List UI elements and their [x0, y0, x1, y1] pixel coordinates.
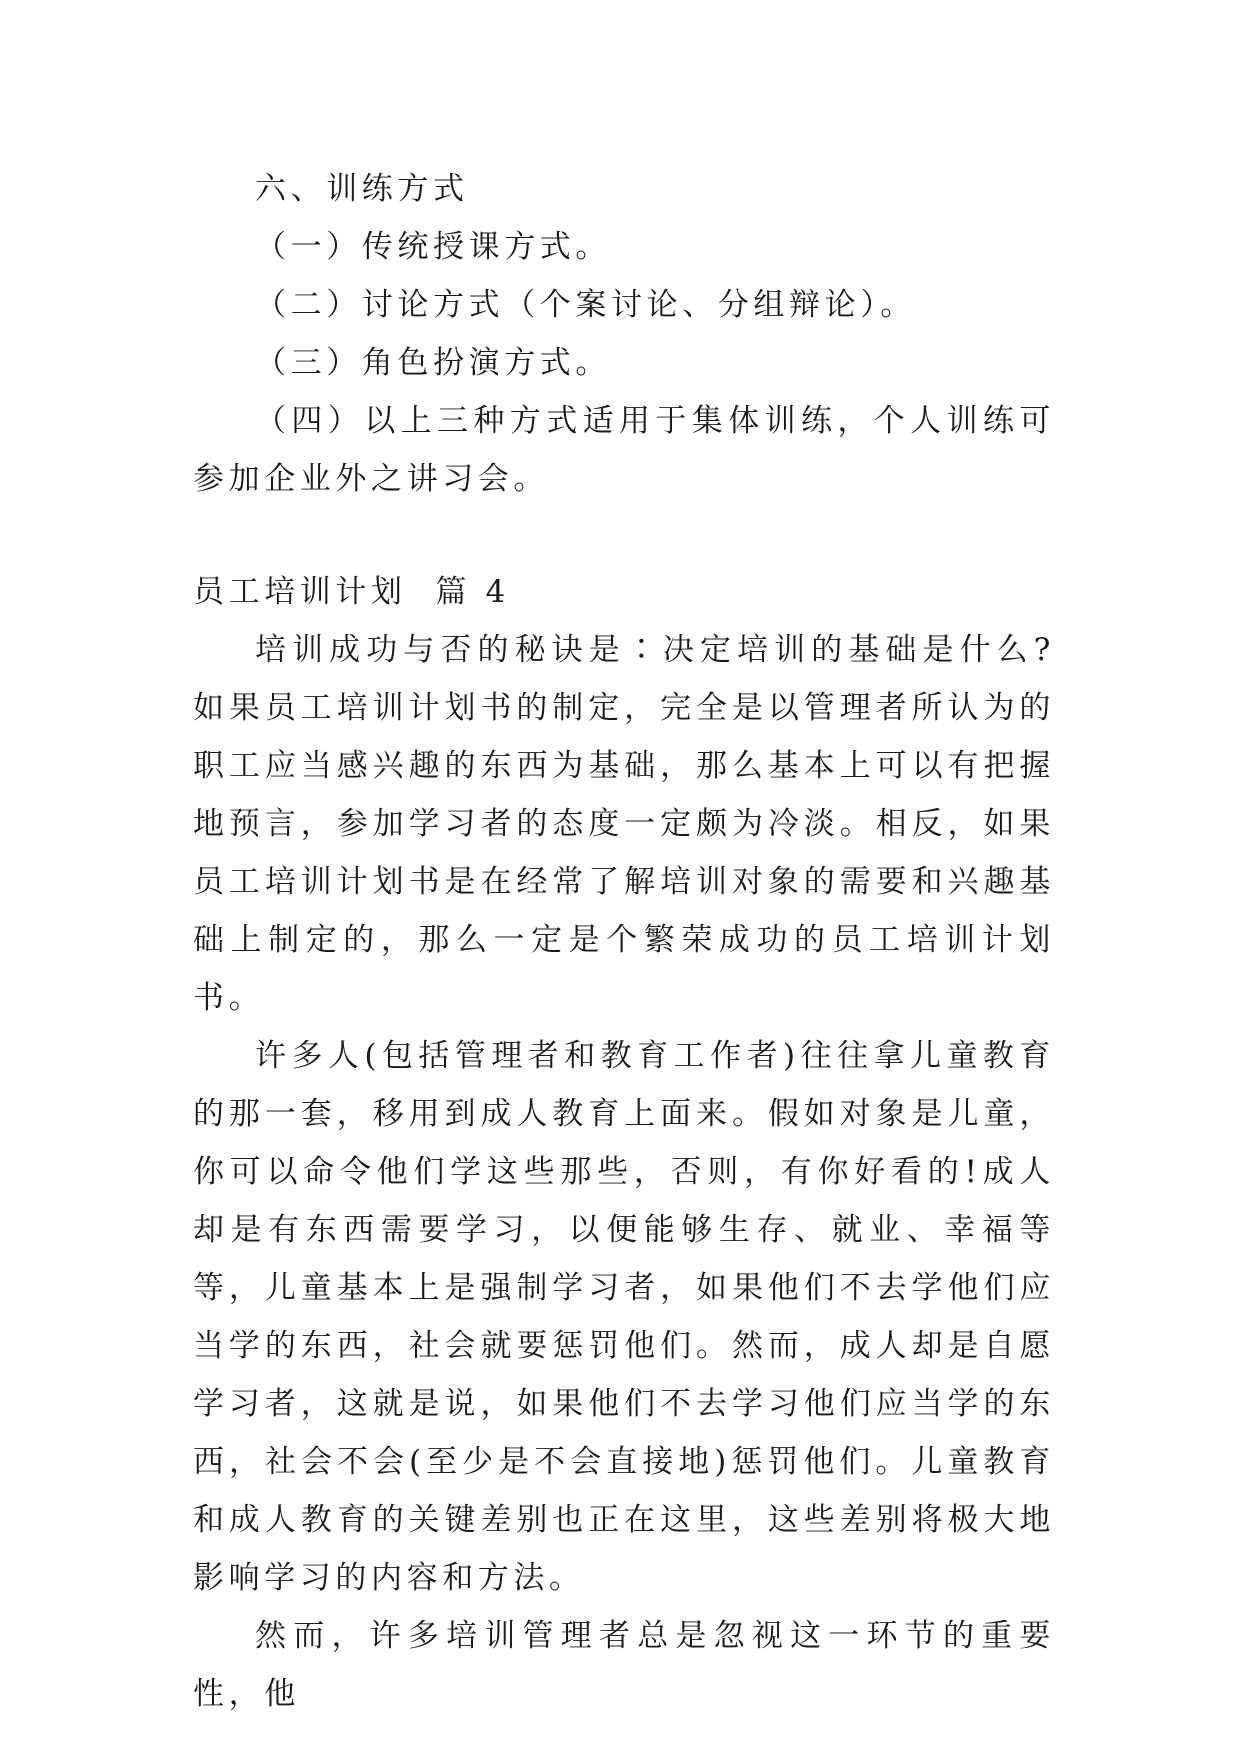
paragraph-3: 然而，许多培训管理者总是忽视这一环节的重要性，他 [193, 1618, 1055, 1712]
method-item-2: （二）讨论方式（个案讨论、分组辩论）。 [255, 287, 916, 323]
method-item-3: （三）角色扮演方式。 [255, 345, 611, 381]
method-item-4: （四）以上三种方式适用于集体训练，个人训练可参加企业外之讲习会。 [193, 403, 1055, 497]
paragraph-1: 培训成功与否的秘诀是∶决定培训的基础是什么?如果员工培训计划书的制定，完全是以管理者所认为的职工应当感兴趣的东西为基础，那么基本上可以有把握地预言，参加学习者的态度一定颇为冷淡。相反，如果员工培训计划书是在经常了解培训对象的需要和兴趣基础上制定的，那么一定是个繁荣成功的员工培训计划书。 [193, 632, 1055, 1016]
method-item-1: （一）传统授课方式。 [255, 229, 611, 265]
training-methods-section [193, 160, 1055, 508]
section-heading: 六、训练方式 [255, 171, 469, 207]
section-title: 员工培训计划 篇 4 [193, 574, 510, 610]
paragraph-2: 许多人(包括管理者和教育工作者)往往拿儿童教育的那一套，移用到成人教育上面来。假如对象是儿童，你可以命令他们学这些那些，否则，有你好看的!成人却是有东西需要学习，以便能够生存、就业、幸福等等，儿童基本上是强制学习者，如果他们不去学他们应当学的东西，社会就要惩罚他们。然而，成人却是自愿学习者，这就是说，如果他们不去学习他们应当学的东西，社会不会(至少是不会直接地)惩罚他们。儿童教育和成人教育的关键差别也正在这里，这些差别将极大地影响学习的内容和方法。 [193, 1038, 1055, 1596]
training-plan-section [193, 563, 1055, 1723]
